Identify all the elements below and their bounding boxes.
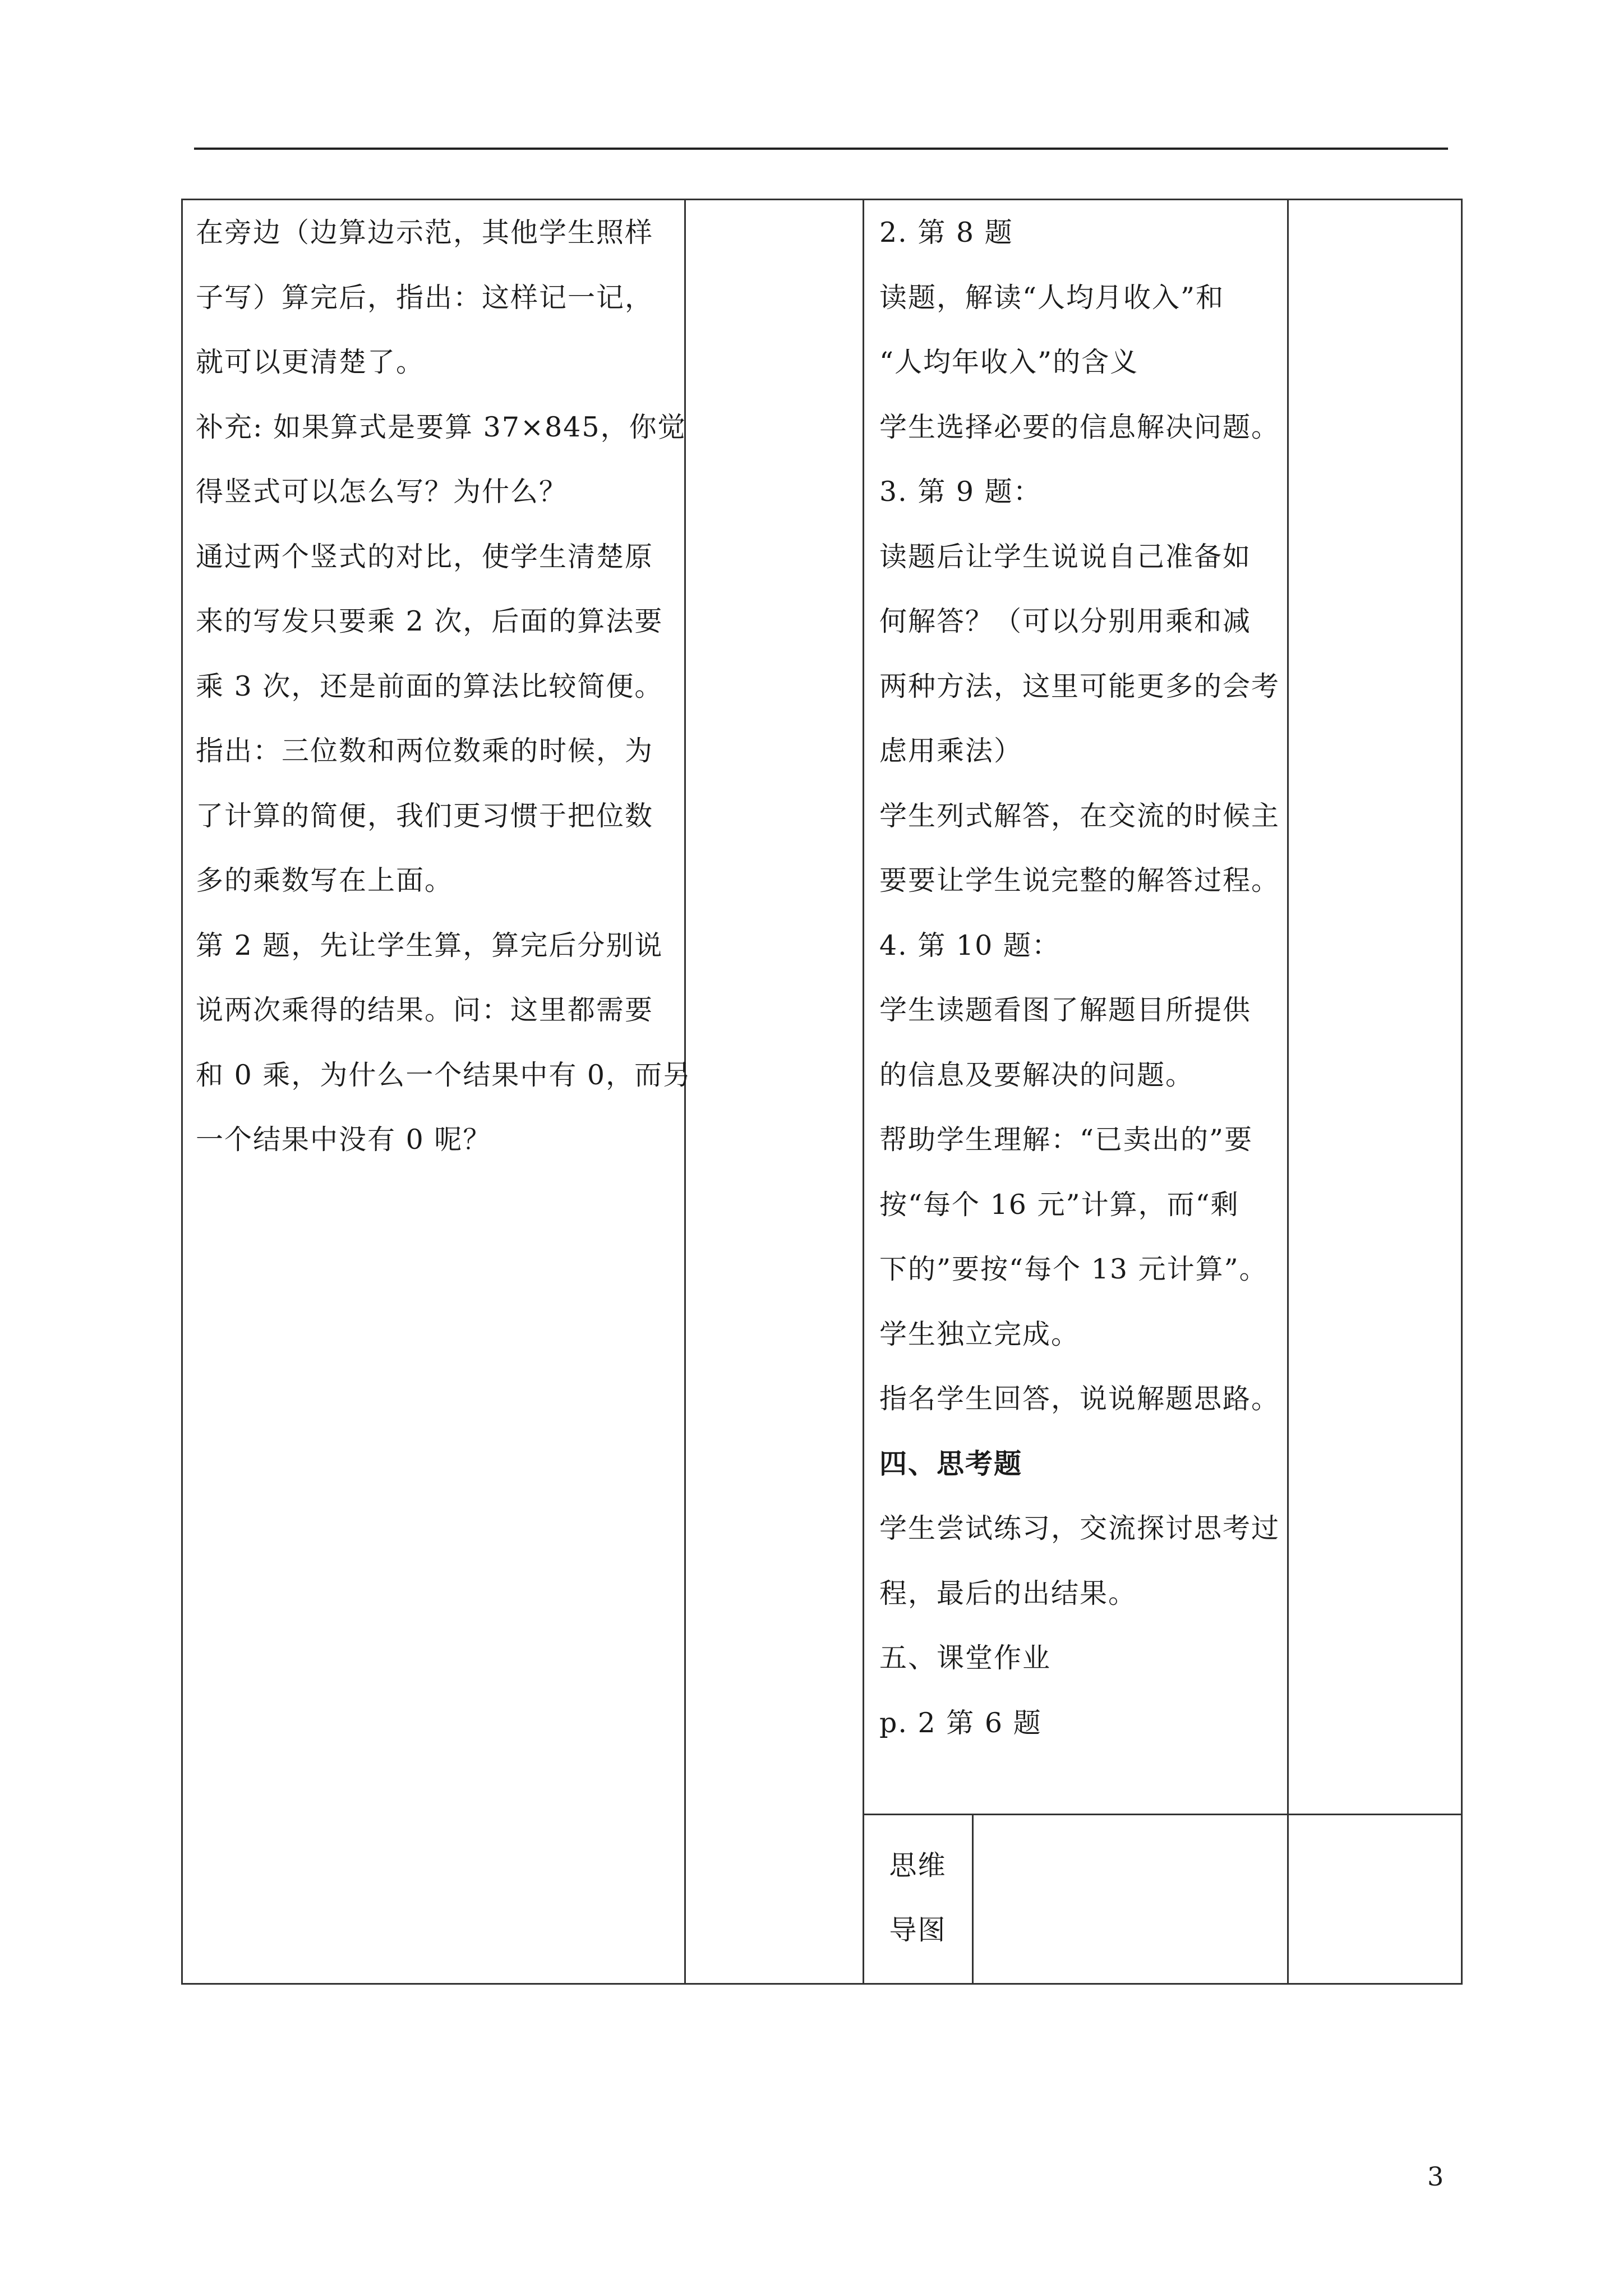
right-line: 3. 第 9 题： xyxy=(879,476,1042,508)
left-line: 来的写发只要乘 2 次，后面的算法要 xyxy=(196,605,663,637)
left-line: 说两次乘得的结果。问：这里都需要 xyxy=(196,994,654,1026)
right-line: 4. 第 10 题： xyxy=(879,929,1061,961)
left-line: 通过两个竖式的对比，使学生清楚原 xyxy=(196,540,654,573)
right-line: 下的”要按“每个 13 元计算”。 xyxy=(879,1253,1268,1285)
left-line: 乘 3 次，还是前面的算法比较简便。 xyxy=(196,670,663,702)
left-column-text xyxy=(196,200,692,1172)
right-line: 何解答？（可以分别用乘和减 xyxy=(879,605,1252,637)
right-line: 要要让学生说完整的解答过程。 xyxy=(879,864,1280,896)
section-heading-thinking: 四、思考题 xyxy=(879,1447,1023,1480)
mindmap-label-line: 思维 xyxy=(889,1849,947,1881)
column-divider-1 xyxy=(684,199,686,1984)
header-rule xyxy=(194,148,1448,150)
left-line: 得竖式可以怎么写？为什么？ xyxy=(196,476,568,508)
right-line: 学生列式解答，在交流的时候主 xyxy=(879,799,1280,832)
section-heading-homework: 五、课堂作业 xyxy=(879,1642,1052,1674)
right-line: 帮助学生理解：“已卖出的”要 xyxy=(879,1124,1253,1156)
left-line: 一个结果中没有 0 呢？ xyxy=(196,1124,492,1156)
right-line: “人均年收入”的含义 xyxy=(879,346,1139,378)
page-number: 3 xyxy=(1427,2161,1444,2192)
mindmap-label-divider xyxy=(972,1814,974,1984)
mindmap-label xyxy=(864,1833,972,1962)
column-divider-2 xyxy=(863,199,864,1984)
right-line: 学生尝试练习，交流探讨思考过 xyxy=(879,1512,1280,1544)
right-column-text xyxy=(879,200,1283,1755)
right-line: 按“每个 16 元”计算，而“剩 xyxy=(879,1188,1239,1221)
left-line: 第 2 题，先让学生算，算完后分别说 xyxy=(196,929,663,961)
right-line: 学生选择必要的信息解决问题。 xyxy=(879,411,1280,443)
right-line: 2. 第 8 题 xyxy=(879,217,1013,249)
left-line: 补充: 如果算式是要算 37×845，你觉 xyxy=(196,411,686,443)
right-line: 的信息及要解决的问题。 xyxy=(879,1059,1195,1091)
left-line: 子写）算完后，指出：这样记一记， xyxy=(196,281,654,314)
left-line: 就可以更清楚了。 xyxy=(196,346,425,378)
left-line: 了计算的简便，我们更习惯于把位数 xyxy=(196,799,654,832)
right-line: 学生独立完成。 xyxy=(879,1318,1080,1350)
column-divider-3 xyxy=(1287,199,1289,1984)
left-line: 在旁边（边算边示范，其他学生照样 xyxy=(196,217,654,249)
left-line: 指出：三位数和两位数乘的时候，为 xyxy=(196,735,654,767)
right-line: 两种方法，这里可能更多的会考 xyxy=(879,670,1280,702)
left-line: 多的乘数写在上面。 xyxy=(196,864,454,896)
right-line: 读题后让学生说说自己准备如 xyxy=(879,540,1252,573)
mindmap-label-line: 导图 xyxy=(889,1914,947,1946)
right-line: 程，最后的出结果。 xyxy=(879,1577,1137,1609)
mindmap-row-divider xyxy=(863,1814,1461,1815)
left-line: 和 0 乘，为什么一个结果中有 0，而另 xyxy=(196,1059,692,1091)
right-line: 读题，解读“人均月收入”和 xyxy=(879,281,1225,314)
right-line: 学生读题看图了解题目所提供 xyxy=(879,994,1252,1026)
right-line: 虑用乘法） xyxy=(879,735,1023,767)
right-line: p. 2 第 6 题 xyxy=(879,1706,1042,1739)
right-line: 指名学生回答，说说解题思路。 xyxy=(879,1383,1280,1415)
